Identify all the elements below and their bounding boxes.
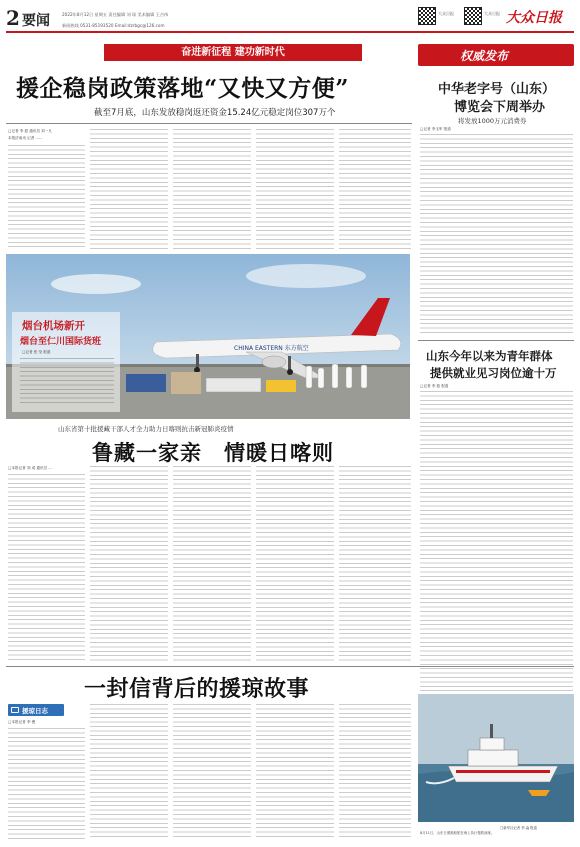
lead-byline: □记者 李 振 通讯员 刘一凡 (8, 129, 52, 133)
authority-release-badge (418, 44, 574, 66)
feature-col-1 (8, 474, 85, 662)
right-subhead: 将发放1000万元消费券 (458, 117, 527, 125)
feature-col-3 (173, 466, 251, 662)
ship-photo-byline: □新华社记者 李 淼 报道 (500, 826, 537, 830)
lead-article-col-5 (339, 129, 411, 249)
lead-article-col-3 (173, 129, 251, 249)
badge-text: 权威发布 (460, 49, 509, 63)
airport-caption-text (20, 358, 114, 406)
lead-article-col-2 (90, 129, 168, 249)
bottom-col-1 (8, 728, 85, 840)
bottom-col-3 (173, 704, 251, 840)
dateline: 2022年8月12日 星期五 责任编辑 刘 琛 美术编辑 王吉伟 (62, 12, 169, 17)
ship-photo-image (418, 694, 574, 822)
right-article-body (420, 134, 573, 336)
page-header (6, 6, 574, 42)
column-tag-icon (11, 707, 19, 713)
feature-rule (6, 666, 574, 667)
page-number: 2 (6, 6, 20, 30)
qr-code (418, 7, 436, 25)
airport-caption-byline: □记者 张 莹 报道 (22, 350, 51, 354)
feature-headline: 鲁藏一家亲 情暖日喀则 (92, 440, 334, 465)
right-headline-1: 中华老字号（山东） (438, 82, 556, 97)
bottom-col-2 (90, 704, 168, 840)
column-tag-text: 援琼日志 (22, 707, 48, 715)
bottom-col-5 (339, 704, 411, 840)
top-banner-text: 奋进新征程 建功新时代 (181, 47, 285, 58)
right-story2-headline-1: 山东今年以来为青年群体 (426, 349, 553, 363)
airport-caption-1: 烟台机场新开 (22, 320, 85, 332)
column-tag (8, 704, 64, 716)
lead-article-col-4 (256, 129, 334, 249)
lead-headline: 援企稳岗政策落地“又快又方便” (16, 75, 349, 102)
lead-rule (6, 123, 412, 124)
lead-subhead: 截至7月底，山东发放稳岗返还资金15.24亿元稳定岗位307万个 (94, 108, 336, 118)
bottom-byline: □本报记者 李 俊 (8, 720, 36, 724)
right-byline: □记者 李玉军 报道 (420, 127, 451, 131)
header-rule (6, 31, 574, 33)
right-story2-headline-2: 提供就业见习岗位逾十万 (430, 366, 557, 380)
airport-caption-2: 烟台至仁川国际货班 (20, 337, 102, 347)
right-headline-2: 博览会下周举办 (454, 100, 546, 115)
feature-kicker: 山东省第十批援藏干部人才全力助力日喀则抗击新冠肺炎疫情 (58, 425, 234, 433)
lead-article-col-1 (8, 145, 85, 249)
feature-col-5 (339, 466, 411, 662)
qr-label: 大众日报 (438, 11, 454, 16)
section-label: 要闻 (22, 13, 50, 29)
masthead-logo: 大众日报 (506, 10, 562, 26)
bottom-headline: 一封信背后的援琼故事 (84, 676, 310, 702)
plane-livery: CHINA EASTERN 东方航空 (234, 345, 309, 352)
bottom-col-4 (256, 704, 334, 840)
feature-col-2 (90, 466, 168, 662)
lead-byline-2: 本报济南讯 记者 …… (8, 136, 43, 140)
feature-byline: □本报记者 刘 成 通讯员 … (8, 466, 52, 470)
airport-caption-block (12, 312, 120, 412)
right-story2-byline: □记者 李 振 报道 (420, 384, 449, 388)
ship-photo (418, 694, 574, 822)
airport-photo (6, 254, 410, 419)
qr-label: 大众日报 (484, 11, 500, 16)
ship-photo-caption: 8月11日，山东日照港船舶在海上执行搜救演练。 (420, 831, 495, 835)
qr-code (464, 7, 482, 25)
right-story2-body (420, 391, 573, 691)
right-rule (418, 340, 574, 341)
feature-col-4 (256, 466, 334, 662)
contact-line: 新闻热线 0531-85193520 Email:dzrbgc@126.com (62, 23, 165, 28)
top-banner (104, 44, 362, 61)
